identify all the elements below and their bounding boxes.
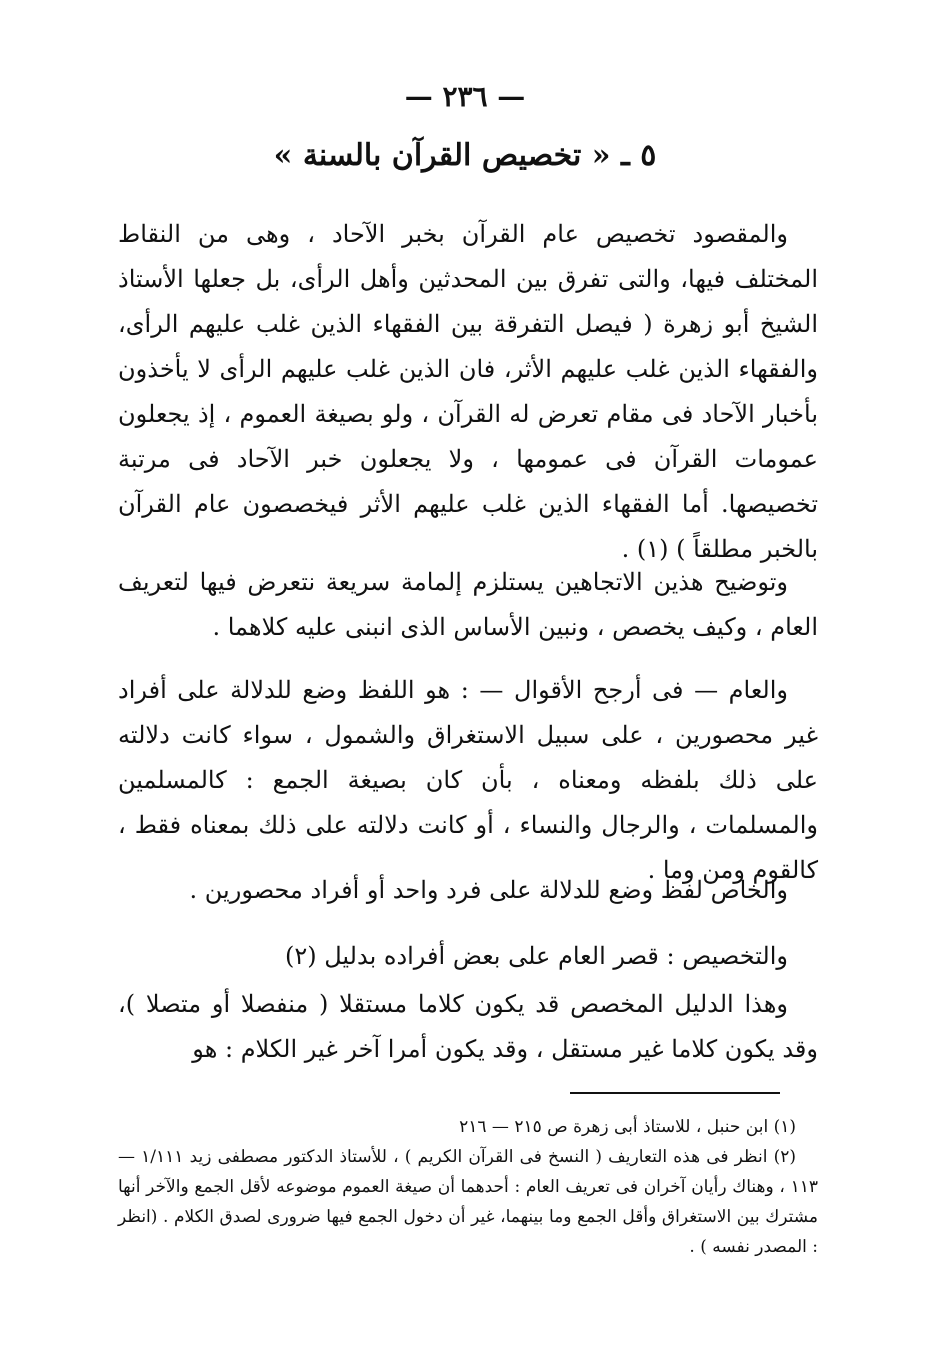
paragraph-text: والخاص لفظ وضع للدلالة على فرد واحد أو أفراد محصورين . [189, 876, 788, 904]
page-number: — ٢٣٦ — [404, 80, 526, 113]
paragraph-text: وتوضيح هذين الاتجاهين يستلزم إلمامة سريعة نتعرض فيها لتعريف العام ، وكيف يخصص ، ونبين الأساس الذى انبنى عليه كلاهما . [118, 568, 818, 641]
paragraph-text: والعام — فى أرجح الأقوال — : هو اللفظ وضع للدلالة على أفراد غير محصورين ، على سبيل الاستغراق والشمول ، سواء كانت دلالته على ذلك بلفظه ومعناه ، بأن كان بصيغة الجمع : كالمسلمين والمسلمات ، والرجال والنساء ، أو كانت دلالته على ذلك بمعناه فقط ، كالقوم ومن وما . [118, 676, 818, 884]
paragraph-general-term-definition [118, 668, 818, 893]
footnote-1: (١) ابن حنبل ، للاستاذ أبى زهرة ص ٢١٥ — ٢١٦ [459, 1117, 796, 1137]
paragraph-specifying-evidence [118, 982, 818, 1072]
paragraph-definition-of-topic [118, 212, 818, 572]
paragraph-two-approaches [118, 560, 818, 650]
footnotes [118, 1112, 818, 1262]
section-heading: ٥ ـ « تخصيص القرآن بالسنة » [273, 138, 657, 173]
paragraph-specification-definition [118, 934, 818, 979]
paragraph-text: والتخصيص : قصر العام على بعض أفراده بدليل (٢) [284, 942, 788, 970]
paragraph-text: والمقصود تخصيص عام القرآن بخبر الآحاد ، وهى من النقاط المختلف فيها، والتى تفرق بين المحدثين وأهل الرأى، بل جعلها الأستاذ الشيخ أبو زهرة ( فيصل التفرقة بين الفقهاء الذين غلب عليهم الرأى، والفقهاء الذين غلب عليهم الأثر، فان الذين غلب عليهم الرأى لا يأخذون بأخبار الآحاد فى مقام تعرض له القرآن ، ولو بصيغة العموم ، إذ يجعلون عمومات القرآن فى عمومها ، ولا يجعلون خبر الآحاد فى مرتبة تخصيصها. أما الفقهاء الذين غلب عليهم الأثر فيخصصون عام القرآن بالخبر مطلقاً ) (١) . [118, 220, 819, 563]
paragraph-specific-term-definition [118, 868, 818, 913]
footnote-separator [570, 1092, 780, 1094]
footnote-2: (٢) انظر فى هذه التعاريف ( النسخ فى القرآن الكريم ) ، للأستاذ الدكتور مصطفى زيد ١/١١١ — ١١٣ ، وهناك رأيان آخران فى تعريف العام : أحدهما أن صيغة العموم موضوعه لأقل الجمع والآخر أنها مشترك بين الاستغراق وأقل الجمع وما بينهما، غير أن دخول الجمع فيها ضرورى لصدق الكلام . (انظر : المصدر نفسه ) . [118, 1147, 818, 1257]
paragraph-text: وهذا الدليل المخصص قد يكون كلاما مستقلا ( منفصلا أو متصلا )، وقد يكون كلاما غير مستقل ، وقد يكون أمرا آخر غير الكلام : هو [118, 990, 818, 1063]
